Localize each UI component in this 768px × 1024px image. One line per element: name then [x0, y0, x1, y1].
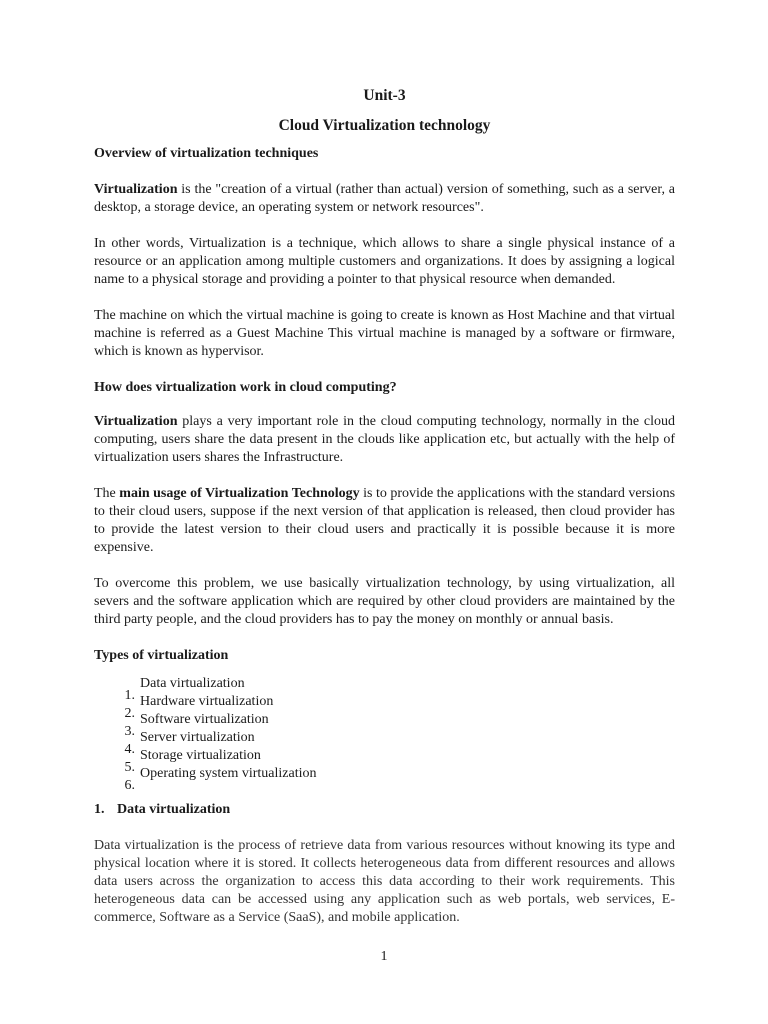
list-number: 6. — [124, 778, 135, 793]
paragraph-text: plays a very important role in the cloud computing technology, normally in the cloud computing, users share the data present in the clouds like application etc, but actually with the help of virtualization users shares the Infrastructure. — [94, 414, 675, 465]
page-content — [94, 86, 675, 927]
list-number: 3. — [124, 724, 135, 739]
paragraph-main-usage — [94, 485, 675, 557]
section-heading-data-virtualization — [94, 801, 675, 819]
unit-label: Unit-3 — [363, 87, 406, 104]
list-item-label: Operating system virtualization — [140, 766, 317, 781]
paragraph-lead: The — [94, 486, 120, 501]
types-list — [94, 675, 675, 793]
document-title: Cloud Virtualization technology — [278, 117, 491, 134]
list-number: 4. — [124, 742, 135, 757]
paragraph-host-machine: The machine on which the virtual machine is going to create is known as Host Machine and that virtual machine is referred as a Guest Machine This virtual machine is managed by a software or firmware, which is known as hypervisor. — [94, 308, 675, 359]
list-number: 5. — [124, 760, 135, 775]
list-number: 1. — [124, 688, 135, 703]
paragraph-overcome-problem: To overcome this problem, we use basically virtualization technology, by using virtualization, all severs and the software application which are required by other cloud providers are maintained by the third party people, and the cloud providers has to pay the money on monthly or annual basis. — [94, 576, 675, 627]
bold-term: Virtualization — [94, 182, 178, 197]
bold-term: main usage of Virtualization Technology — [119, 486, 360, 501]
section-title: Data virtualization — [117, 802, 231, 817]
section-heading-how-it-works: How does virtualization work in cloud computing? — [94, 380, 397, 395]
list-item-label: Server virtualization — [140, 730, 255, 745]
list-item-label: Storage virtualization — [140, 748, 261, 763]
paragraph-other-words: In other words, Virtualization is a technique, which allows to share a single physical instance of a resource or an application among multiple customers and organizations. It does by assigning a logical name to a physical storage and providing a pointer to that physical resource when demanded. — [94, 236, 675, 287]
list-item-label: Software virtualization — [140, 712, 269, 727]
paragraph-data-virtualization: Data virtualization is the process of retrieve data from various resources without knowing its type and physical location where it is stored. It collects heterogeneous data from different resources and allows data users across the organization to access this data according to their work requirements. This heterogeneous data can be accessed using any application such as web portals, web services, E-commerce, Software as a Service (SaaS), and mobile application. — [94, 838, 675, 925]
section-heading-overview: Overview of virtualization techniques — [94, 146, 319, 161]
bold-term: Virtualization — [94, 414, 178, 429]
list-item — [124, 765, 675, 793]
section-number: 1. — [94, 802, 105, 817]
paragraph-text: is to provide the applications with the standard versions to their cloud users, suppose if the next version of that application is released, then cloud provider has to provide the latest version to their cloud users and practically it is possible because it is more expensive. — [94, 486, 676, 555]
paragraph-virtualization-definition — [94, 181, 675, 217]
paragraph-virtualization-role — [94, 413, 675, 467]
paragraph-text: is the "creation of a virtual (rather than actual) version of something, such as a server, a desktop, a storage device, an operating system or network resources". — [94, 182, 675, 215]
list-number: 2. — [124, 706, 135, 721]
section-heading-types: Types of virtualization — [94, 648, 229, 663]
list-item-label: Hardware virtualization — [140, 694, 274, 709]
page-number: 1 — [380, 949, 388, 964]
list-item-label: Data virtualization — [140, 676, 245, 691]
